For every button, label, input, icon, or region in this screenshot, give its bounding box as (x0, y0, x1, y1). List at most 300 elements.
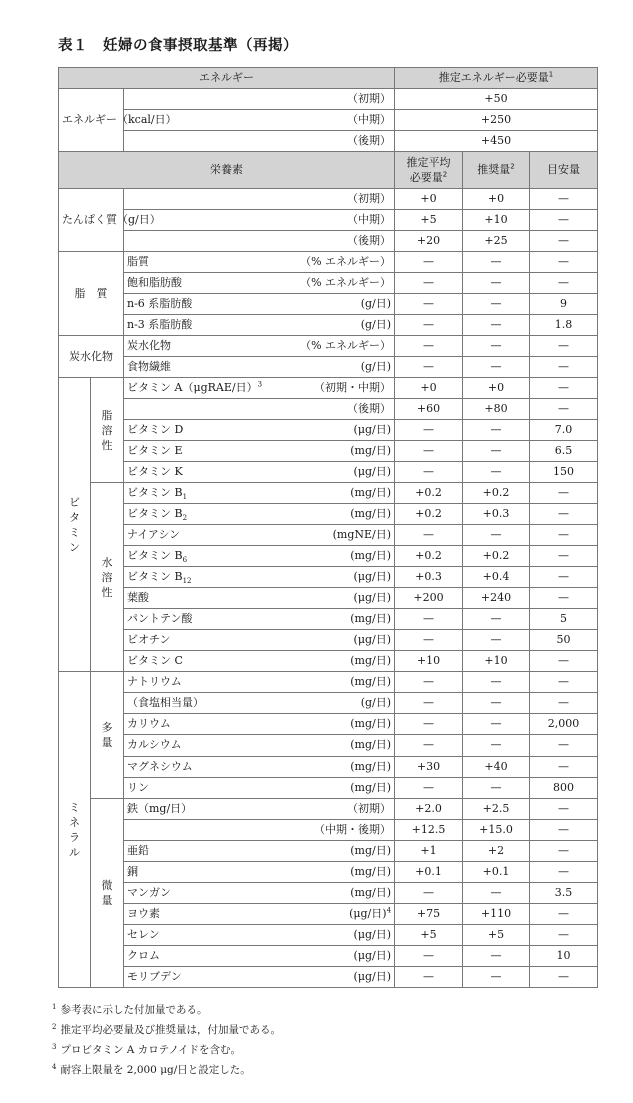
vertical-label-char: ラ (69, 830, 80, 844)
nutrient-name-text: ビオチン (127, 633, 171, 647)
fat-row (59, 252, 598, 273)
water-soluble-vitamin-row (59, 630, 598, 651)
trace-mineral-row (59, 924, 598, 945)
ear-value: — (395, 735, 463, 756)
vertical-label-char: 溶 (101, 570, 113, 584)
water-soluble-vitamin-row (59, 504, 598, 525)
nutrient-name-wrap (127, 865, 391, 879)
carb-row (59, 336, 598, 357)
fat-soluble-label (91, 378, 124, 483)
ai-value: 150 (530, 462, 598, 483)
rda-value: — (463, 357, 530, 378)
water-soluble-vitamin-row (59, 546, 598, 567)
fat-row (59, 273, 598, 294)
rda-value: +110 (463, 903, 530, 924)
rda-value: +10 (463, 210, 530, 231)
nutrient-name (127, 549, 187, 563)
unit-text: (mg/日) (350, 444, 392, 458)
nutrient-name-text: カリウム (127, 717, 171, 731)
nutrient-unit (354, 591, 391, 605)
nutrient-name-text: 銅 (127, 864, 138, 878)
water-soluble-vitamin-row (59, 567, 598, 588)
nutrient-cell (124, 882, 395, 903)
fat-soluble-vitamin-row (59, 462, 598, 483)
nutrient-unit (354, 465, 391, 479)
rda-value: — (463, 714, 530, 735)
nutrient-unit (361, 696, 391, 710)
ear-value: — (395, 966, 463, 987)
vertical-label-char: 多 (101, 720, 113, 734)
ai-header: 目安量 (530, 152, 598, 189)
rda-value: +80 (463, 399, 530, 420)
rda-value: +0.3 (463, 504, 530, 525)
nutrient-name (127, 423, 183, 437)
nutrient-name (127, 465, 183, 479)
fat-row (59, 315, 598, 336)
unit-text: (g/日) (360, 696, 392, 710)
macro-mineral-row (59, 672, 598, 693)
nutrient-name-text: ビタミン E (127, 444, 183, 458)
ear-value: — (395, 273, 463, 294)
nutrient-name (127, 339, 171, 353)
ai-value: 6.5 (530, 441, 598, 462)
nutrient-name-wrap (127, 949, 391, 963)
vitamin-group-label (59, 378, 91, 672)
table-title: 表１ 妊婦の食事摂取基準（再掲） (58, 38, 298, 54)
nutrient-cell (124, 294, 395, 315)
nutrient-name-wrap (127, 486, 391, 500)
unit-text: (mg/日) (350, 654, 392, 668)
nutrient-name (127, 781, 149, 795)
ear-value: +0 (395, 189, 463, 210)
nutrient-cell (124, 567, 395, 588)
nutrient-name-text: リン (127, 780, 149, 794)
ear-value: +0.3 (395, 567, 463, 588)
period-label: （初期・中期） (314, 381, 392, 395)
rda-value: — (463, 462, 530, 483)
fat-row (59, 294, 598, 315)
nutrient-cell (124, 504, 395, 525)
nutrient-unit (350, 444, 391, 458)
unit-text: (g/日) (360, 360, 392, 374)
vertical-label-char: 性 (101, 585, 113, 599)
water-soluble-vitamin-row (59, 588, 598, 609)
energy-label: エネルギー（kcal/日） (59, 89, 124, 152)
nutrient-unit (350, 486, 391, 500)
energy-value: +250 (395, 110, 598, 131)
nutrient-name (127, 507, 187, 521)
rda-value: +2 (463, 840, 530, 861)
nutrient-name (127, 928, 160, 942)
carb-group-label: 炭水化物 (59, 336, 124, 378)
nutrient-name (127, 591, 149, 605)
period-label: （中期・後期） (314, 822, 392, 836)
footnote-mark: 1 (52, 1002, 57, 1011)
ear-value: — (395, 714, 463, 735)
eer-header (395, 68, 598, 89)
rda-value: +2.5 (463, 798, 530, 819)
unit-text: (μg/日) (353, 591, 392, 605)
nutrient-name-wrap (127, 255, 391, 269)
nutrient-name (127, 381, 262, 395)
nutrient-name (127, 318, 192, 332)
nutrient-name-text: ナイアシン (127, 528, 181, 542)
ai-value: — (530, 336, 598, 357)
footnote-text: 耐容上限量を 2,000 μg/日と設定した。 (60, 1064, 251, 1076)
ai-value: — (530, 252, 598, 273)
nutrient-name-text: （食塩相当量） (127, 696, 204, 710)
rda-value: — (463, 777, 530, 798)
nutrient-name (127, 255, 149, 269)
unit-text: (μg/日) (349, 906, 387, 920)
nutrient-header-row (59, 152, 598, 189)
ai-value: — (530, 273, 598, 294)
water-soluble-label (91, 483, 124, 672)
nutrient-cell (124, 462, 395, 483)
ear-value: +200 (395, 588, 463, 609)
rda-value: +15.0 (463, 819, 530, 840)
nutrient-name-wrap (127, 612, 391, 626)
nutrient-name-wrap (127, 907, 391, 921)
water-soluble-vitamin-row (59, 525, 598, 546)
trace-label (91, 798, 124, 987)
nutrient-unit (300, 276, 391, 290)
energy-header-row (59, 68, 598, 89)
nutrient-name-text: ビタミン B (127, 507, 183, 521)
nutrient-name-wrap (127, 360, 391, 374)
nutrient-cell (124, 609, 395, 630)
protein-label: たんぱく質（g/日） (59, 189, 124, 252)
nutrient-name-text: 飽和脂肪酸 (127, 276, 182, 290)
nutrient-name-text: マンガン (127, 885, 171, 899)
nutrient-name-wrap (127, 465, 391, 479)
nutrient-cell (124, 840, 395, 861)
unit-text: (mg/日) (350, 759, 392, 773)
rda-value: — (463, 252, 530, 273)
ai-value: 10 (530, 945, 598, 966)
nutrient-unit (300, 255, 391, 269)
unit-text: (mg/日) (350, 738, 392, 752)
nutrient-cell (124, 756, 395, 777)
energy-row (59, 89, 598, 110)
water-soluble-vitamin-row (59, 609, 598, 630)
rda-value: +10 (463, 651, 530, 672)
nutrient-header: 栄養素 (59, 152, 395, 189)
ai-value: 5 (530, 609, 598, 630)
nutrient-cell (124, 441, 395, 462)
nutrient-unit (350, 844, 391, 858)
rda-value: +5 (463, 924, 530, 945)
energy-header: エネルギー (59, 68, 395, 89)
nutrient-name (127, 444, 183, 458)
vertical-label-char: ル (69, 845, 80, 859)
ai-value: 2,000 (530, 714, 598, 735)
nutrient-cell (124, 336, 395, 357)
rda-header (463, 152, 530, 189)
footnote-mark: 4 (52, 1062, 57, 1071)
ai-value: — (530, 189, 598, 210)
nutrient-unit (354, 570, 391, 584)
ai-value: — (530, 756, 598, 777)
vitamin-a-row (59, 378, 598, 399)
nutrient-name (127, 865, 138, 879)
ai-value: — (530, 819, 598, 840)
intake-standards-table (58, 67, 598, 988)
nutrient-name-wrap (127, 760, 391, 774)
rda-value: — (463, 315, 530, 336)
nutrient-cell (124, 672, 395, 693)
vertical-label-char: ン (69, 540, 80, 554)
nutrient-cell (124, 651, 395, 672)
nutrient-cell (124, 735, 395, 756)
nutrient-cell (124, 945, 395, 966)
nutrient-name (127, 760, 193, 774)
vertical-label-char: 量 (101, 893, 113, 907)
ear-value: +0 (395, 378, 463, 399)
nutrient-name-wrap (127, 738, 391, 752)
nutrient-name-text: ビタミン B (127, 549, 183, 563)
ai-value: — (530, 840, 598, 861)
period-label: （中期） (124, 110, 395, 131)
nutrient-name-text: セレン (127, 927, 160, 941)
nutrient-name (127, 528, 180, 542)
nutrient-name-wrap (127, 297, 391, 311)
unit-superscript: 4 (386, 905, 392, 914)
protein-row (59, 189, 598, 210)
ear-value: +20 (395, 231, 463, 252)
unit-text: (g/日) (360, 297, 392, 311)
ear-value: +0.2 (395, 483, 463, 504)
nutrient-name-wrap (127, 507, 391, 521)
nutrient-name-wrap (127, 591, 391, 605)
nutrient-name-wrap (127, 970, 391, 984)
rda-value: +0.2 (463, 483, 530, 504)
nutrient-name (127, 360, 171, 374)
ear-header-line2-text: 必要量 (409, 171, 443, 185)
period-label: （後期） (347, 402, 392, 416)
macro-mineral-row (59, 777, 598, 798)
ear-value: — (395, 357, 463, 378)
ai-value: — (530, 861, 598, 882)
unit-text: (μg/日) (353, 465, 392, 479)
nutrient-unit (354, 970, 391, 984)
rda-value: +40 (463, 756, 530, 777)
vertical-label-char: ネ (69, 815, 80, 829)
ai-value: — (530, 567, 598, 588)
nutrient-unit (350, 717, 391, 731)
name-subscript: 2 (182, 514, 188, 523)
ai-value: — (530, 504, 598, 525)
name-subscript: 1 (182, 493, 188, 502)
unit-text: (mg/日) (350, 717, 392, 731)
rda-value: +0.2 (463, 546, 530, 567)
ear-value: — (395, 252, 463, 273)
nutrient-name (127, 907, 160, 921)
ai-value: — (530, 651, 598, 672)
ear-value: — (395, 672, 463, 693)
ai-value: — (530, 525, 598, 546)
nutrient-cell (124, 252, 395, 273)
ear-header-line2 (398, 170, 459, 185)
ear-value: — (395, 882, 463, 903)
nutrient-name-text: n-6 系脂肪酸 (127, 297, 193, 311)
nutrient-unit (354, 928, 391, 942)
vertical-label-char: 微 (101, 878, 113, 892)
nutrient-name-wrap (127, 928, 391, 942)
ear-header-sup: 2 (442, 170, 448, 179)
ai-value: — (530, 231, 598, 252)
ai-value: — (530, 378, 598, 399)
nutrient-name (127, 949, 160, 963)
rda-value: +0.1 (463, 861, 530, 882)
nutrient-cell (124, 777, 395, 798)
footnote-text: 推定平均必要量及び推奨量は，付加量である。 (60, 1024, 281, 1036)
nutrient-cell (124, 546, 395, 567)
nutrient-name-text: ビタミン A（μgRAE/日） (127, 381, 258, 395)
nutrient-name (127, 276, 182, 290)
ear-value: — (395, 420, 463, 441)
vertical-label-char: 量 (101, 735, 113, 749)
nutrient-cell (124, 420, 395, 441)
rda-header-text: 推奨量 (477, 163, 511, 177)
footnote-mark: 3 (52, 1042, 57, 1051)
nutrient-name-wrap (127, 423, 391, 437)
nutrient-name-text: ナトリウム (127, 675, 182, 689)
trace-mineral-row (59, 840, 598, 861)
rda-value: +25 (463, 231, 530, 252)
energy-value: +50 (395, 89, 598, 110)
trace-mineral-row (59, 882, 598, 903)
nutrient-name-text: ビタミン B (127, 486, 183, 500)
fat-group-label: 脂 質 (59, 252, 124, 336)
unit-text: (mg/日) (350, 864, 392, 878)
energy-row (59, 131, 598, 152)
nutrient-unit (350, 738, 391, 752)
nutrient-name-wrap (127, 781, 391, 795)
nutrient-name-wrap (127, 444, 391, 458)
name-subscript: 12 (182, 577, 192, 586)
nutrient-name-wrap (127, 823, 391, 837)
period-label: （初期） (124, 89, 395, 110)
unit-text: (μg/日) (353, 570, 392, 584)
footnote (52, 1043, 241, 1057)
ear-value: +10 (395, 651, 463, 672)
rda-value: +0.4 (463, 567, 530, 588)
fat-soluble-vitamin-row (59, 420, 598, 441)
ear-value: — (395, 693, 463, 714)
ai-value: 1.8 (530, 315, 598, 336)
footnote-text: 参考表に示した付加量である。 (60, 1004, 208, 1016)
nutrient-unit (349, 907, 391, 921)
nutrient-name-wrap (127, 318, 391, 332)
period-label: （後期） (124, 131, 395, 152)
nutrient-cell (124, 315, 395, 336)
nutrient-name-wrap (127, 276, 391, 290)
ear-value: +2.0 (395, 798, 463, 819)
nutrient-cell (124, 399, 395, 420)
rda-value: — (463, 693, 530, 714)
unit-text: (mg/日) (350, 780, 392, 794)
ear-value: — (395, 525, 463, 546)
nutrient-cell (124, 966, 395, 987)
nutrient-name-text: モリブデン (127, 969, 182, 983)
ai-value: — (530, 483, 598, 504)
ear-value: +5 (395, 210, 463, 231)
name-superscript: 3 (257, 380, 263, 389)
rda-value: — (463, 945, 530, 966)
nutrient-unit (354, 423, 391, 437)
nutrient-name-wrap (127, 549, 391, 563)
nutrient-name (127, 844, 149, 858)
nutrient-name-wrap (127, 633, 391, 647)
ear-value: +1 (395, 840, 463, 861)
ear-value: +5 (395, 924, 463, 945)
nutrient-cell (124, 588, 395, 609)
ai-value: 3.5 (530, 882, 598, 903)
nutrient-name-text: 食物繊維 (127, 360, 171, 374)
nutrient-name-text: 亜鉛 (127, 843, 149, 857)
nutrient-name (127, 717, 171, 731)
ai-value: — (530, 693, 598, 714)
ear-header (395, 152, 463, 189)
nutrient-unit (354, 633, 391, 647)
ai-value: — (530, 903, 598, 924)
unit-text: (mgNE/日) (332, 528, 392, 542)
rda-value: — (463, 273, 530, 294)
nutrient-name-wrap (127, 528, 391, 542)
macro-mineral-row (59, 735, 598, 756)
rda-value: — (463, 336, 530, 357)
nutrient-name-wrap (127, 802, 391, 816)
ear-value: +0.2 (395, 504, 463, 525)
unit-text: （% エネルギー） (300, 339, 392, 353)
unit-text: (μg/日) (353, 633, 392, 647)
unit-text: (mg/日) (350, 612, 392, 626)
nutrient-cell (124, 693, 395, 714)
footnote (52, 1003, 207, 1017)
trace-mineral-row (59, 945, 598, 966)
nutrient-cell (124, 924, 395, 945)
ai-value: — (530, 672, 598, 693)
ai-value: 50 (530, 630, 598, 651)
ear-value: — (395, 315, 463, 336)
carb-row (59, 357, 598, 378)
nutrient-cell (124, 273, 395, 294)
nutrient-name (127, 297, 192, 311)
nutrient-name (127, 570, 192, 584)
vertical-label-char: 脂 (101, 408, 113, 422)
ear-value: +0.1 (395, 861, 463, 882)
ear-value: — (395, 441, 463, 462)
unit-text: (mg/日) (350, 885, 392, 899)
period-label: （初期） (124, 189, 395, 210)
footnote-text: プロビタミン A カロテノイドを含む。 (60, 1044, 242, 1056)
rda-value: +240 (463, 588, 530, 609)
rda-value: — (463, 672, 530, 693)
nutrient-unit (350, 781, 391, 795)
ai-value: 7.0 (530, 420, 598, 441)
unit-text: (mg/日) (350, 486, 392, 500)
vertical-label-char: タ (69, 510, 80, 524)
rda-value: — (463, 966, 530, 987)
unit-text: （% エネルギー） (300, 276, 392, 290)
iron-row (59, 819, 598, 840)
unit-text: (μg/日) (353, 927, 392, 941)
nutrient-name-text: ヨウ素 (127, 906, 160, 920)
nutrient-name-wrap (127, 675, 391, 689)
rda-value: — (463, 735, 530, 756)
eer-header-text: 推定エネルギー必要量 (438, 71, 549, 84)
